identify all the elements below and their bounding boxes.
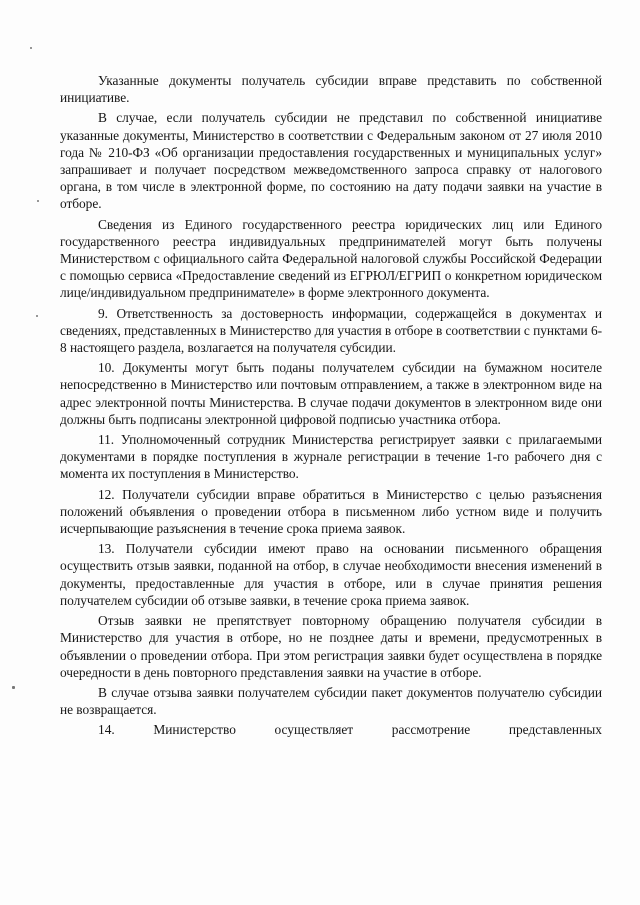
scan-speck (36, 315, 38, 317)
paragraph-item-9: 9. Ответственность за достоверность информации, содержащейся в документах и сведениях, представленных в Министерство для участия в отборе в соответствии с пунктами 6-8 настоящего раздела, возлагается на получателя субсидии. (60, 305, 602, 356)
scan-speck (37, 200, 39, 202)
paragraph-item-12: 12. Получатели субсидии вправе обратиться в Министерство с целью разъяснения положений объявления о проведении отбора в письменном либо устном виде и получить исчерпывающие разъяснения в течение срока приема заявок. (60, 486, 602, 537)
item-14-word: рассмотрение (391, 722, 471, 738)
paragraph-egrul-egrip: Сведения из Единого государственного реестра юридических лиц или Единого государственного реестра индивидуальных предпринимателей могут быть получены Министерством с официального сайта Федеральной налоговой службы Российской Федерации с помощью сервиса «Предоставление сведений из ЕГРЮЛ/ЕГРИП о конкретном юридическом лице/индивидуальном предпринимателе» в форме электронного документа. (60, 216, 602, 301)
paragraph-item-11: 11. Уполномоченный сотрудник Министерства регистрирует заявки с прилагаемыми документами в порядке поступления в журнале регистрации в течение 1-го рабочего дня с момента их поступления в Министерство. (60, 432, 602, 482)
paragraph-own-initiative: Указанные документы получатель субсидии вправе представить по собственной инициативе. (60, 73, 602, 106)
scan-speck (12, 686, 15, 689)
paragraph-item-14-start (60, 721, 602, 738)
item-14-number: 14. (98, 722, 115, 738)
paragraph-package-not-returned: В случае отзыва заявки получателем субсидии пакет документов получателю субсидии не возвращается. (60, 684, 602, 718)
paragraph-withdrawal: Отзыв заявки не препятствует повторному обращению получателя субсидии в Министерство для участия в отборе, но не позднее даты и времени, предусмотренных в объявлении о проведении отбора. При этом регистрация заявки будет осуществлена в порядке очередности в день повторного представления заявки на участие в отборе. (60, 613, 602, 680)
item-14-word: представленных (508, 722, 602, 738)
item-14-word: Министерство (153, 722, 236, 738)
paragraph-item-13: 13. Получатели субсидии имеют право на основании письменного обращения осуществить отзыв заявки, поданной на отбор, в случае необходимости внесения изменений в документы, предоставленные для участия в отборе, или в случае принятия решения получателем субсидии об отзыве заявки, в течение срока приема заявок. (60, 541, 602, 608)
paragraph-interagency-request: В случае, если получатель субсидии не представил по собственной инициативе указанные документы, Министерство в соответствии с Федеральным законом от 27 июля 2010 года № 210-ФЗ «Об организации предоставления государственных и муниципальных услуг» запрашивает и получает посредством межведомственного запроса справку от налогового органа, в том числе в электронной форме, по состоянию на дату подачи заявки на участие в отборе. (60, 110, 602, 212)
scan-speck (30, 47, 32, 49)
item-14-word: осуществляет (274, 722, 354, 738)
paragraph-item-10: 10. Документы могут быть поданы получателем субсидии на бумажном носителе непосредственно в Министерство или почтовым отправлением, а также в электронном виде на адрес электронной почты Министерства. В случае подачи документов в электронном виде они должны быть подписаны электронной цифровой подписью участника отбора. (60, 360, 602, 427)
document-page (60, 72, 602, 739)
